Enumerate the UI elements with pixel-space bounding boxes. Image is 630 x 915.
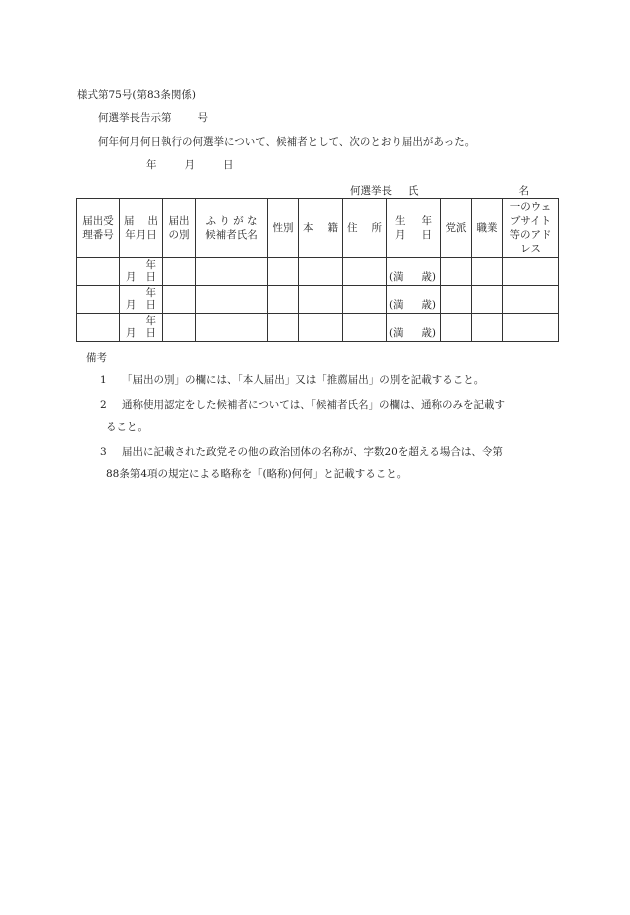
cell-filing-date[interactable]: 年 月 日 <box>120 286 163 314</box>
col-domicile: 本 籍 <box>299 199 343 258</box>
col-party: 党派 <box>441 199 472 258</box>
cell-address[interactable] <box>343 258 387 286</box>
col-address: 住 所 <box>343 199 387 258</box>
col-gender: 性別 <box>268 199 299 258</box>
form-title: 様式第75号(第83条関係) <box>77 89 196 101</box>
signer-family: 氏 <box>408 185 419 197</box>
col-receipt-number: 届出受 理番号 <box>77 199 120 258</box>
cell-website[interactable] <box>503 314 559 342</box>
cell-birthdate[interactable]: (満 歳) <box>387 258 441 286</box>
signer-given: 名 <box>518 185 529 197</box>
date-line <box>146 157 262 172</box>
cell-party[interactable] <box>441 286 472 314</box>
cell-gender[interactable] <box>268 258 299 286</box>
remarks-title: 備考 <box>86 352 107 364</box>
cell-filing-date[interactable]: 年 月 日 <box>120 314 163 342</box>
signature-line <box>350 183 529 198</box>
table-row <box>77 286 559 314</box>
cell-receipt-number[interactable] <box>77 314 120 342</box>
date-day: 日 <box>223 159 234 171</box>
cell-party[interactable] <box>441 314 472 342</box>
cell-domicile[interactable] <box>299 258 343 286</box>
candidate-table <box>76 198 559 342</box>
cell-birthdate[interactable]: (満 歳) <box>387 286 441 314</box>
col-candidate-name: ふ り が な 候補者氏名 <box>196 199 268 258</box>
remark-item-1: 1 「届出の別」の欄には、「本人届出」又は「推薦届出」の別を記載すること。 <box>100 374 485 386</box>
cell-receipt-number[interactable] <box>77 286 120 314</box>
cell-domicile[interactable] <box>299 314 343 342</box>
cell-filing-type[interactable] <box>163 314 196 342</box>
intro-text: 何年何月何日執行の何選挙について、候補者として、次のとおり届出があった。 <box>98 136 476 148</box>
table-row <box>77 258 559 286</box>
col-website: 一のウェ ブサイト 等のアド レス <box>503 199 559 258</box>
cell-gender[interactable] <box>268 286 299 314</box>
cell-website[interactable] <box>503 258 559 286</box>
col-birthdate: 生 年 月 日 <box>387 199 441 258</box>
col-filing-type: 届出 の別 <box>163 199 196 258</box>
notice-number-line <box>98 110 208 125</box>
cell-website[interactable] <box>503 286 559 314</box>
cell-party[interactable] <box>441 258 472 286</box>
cell-candidate-name[interactable] <box>196 258 268 286</box>
cell-candidate-name[interactable] <box>196 314 268 342</box>
signer-title: 何選挙長 <box>350 185 392 197</box>
notice-prefix: 何選挙長告示第 <box>98 112 172 124</box>
cell-filing-type[interactable] <box>163 286 196 314</box>
cell-gender[interactable] <box>268 314 299 342</box>
remark-item-3: 3 届出に記載された政党その他の政治団体の名称が、字数20を超える場合は、令第 88条第4項の規定による略称を「(略称)何何」と記載すること。 <box>100 446 503 480</box>
cell-occupation[interactable] <box>472 258 503 286</box>
col-occupation: 職業 <box>472 199 503 258</box>
cell-filing-date[interactable]: 年 月 日 <box>120 258 163 286</box>
cell-occupation[interactable] <box>472 314 503 342</box>
cell-domicile[interactable] <box>299 286 343 314</box>
cell-address[interactable] <box>343 314 387 342</box>
header-row <box>77 199 559 258</box>
date-year: 年 <box>146 159 157 171</box>
cell-candidate-name[interactable] <box>196 286 268 314</box>
remark-item-2: 2 通称使用認定をした候補者については、「候補者氏名」の欄は、通称のみを記載す ること。 <box>100 399 506 433</box>
cell-address[interactable] <box>343 286 387 314</box>
notice-suffix: 号 <box>197 112 208 124</box>
cell-occupation[interactable] <box>472 286 503 314</box>
cell-filing-type[interactable] <box>163 258 196 286</box>
date-month: 月 <box>184 159 195 171</box>
cell-receipt-number[interactable] <box>77 258 120 286</box>
table-row <box>77 314 559 342</box>
col-filing-date: 届 出 年月日 <box>120 199 163 258</box>
cell-birthdate[interactable]: (満 歳) <box>387 314 441 342</box>
